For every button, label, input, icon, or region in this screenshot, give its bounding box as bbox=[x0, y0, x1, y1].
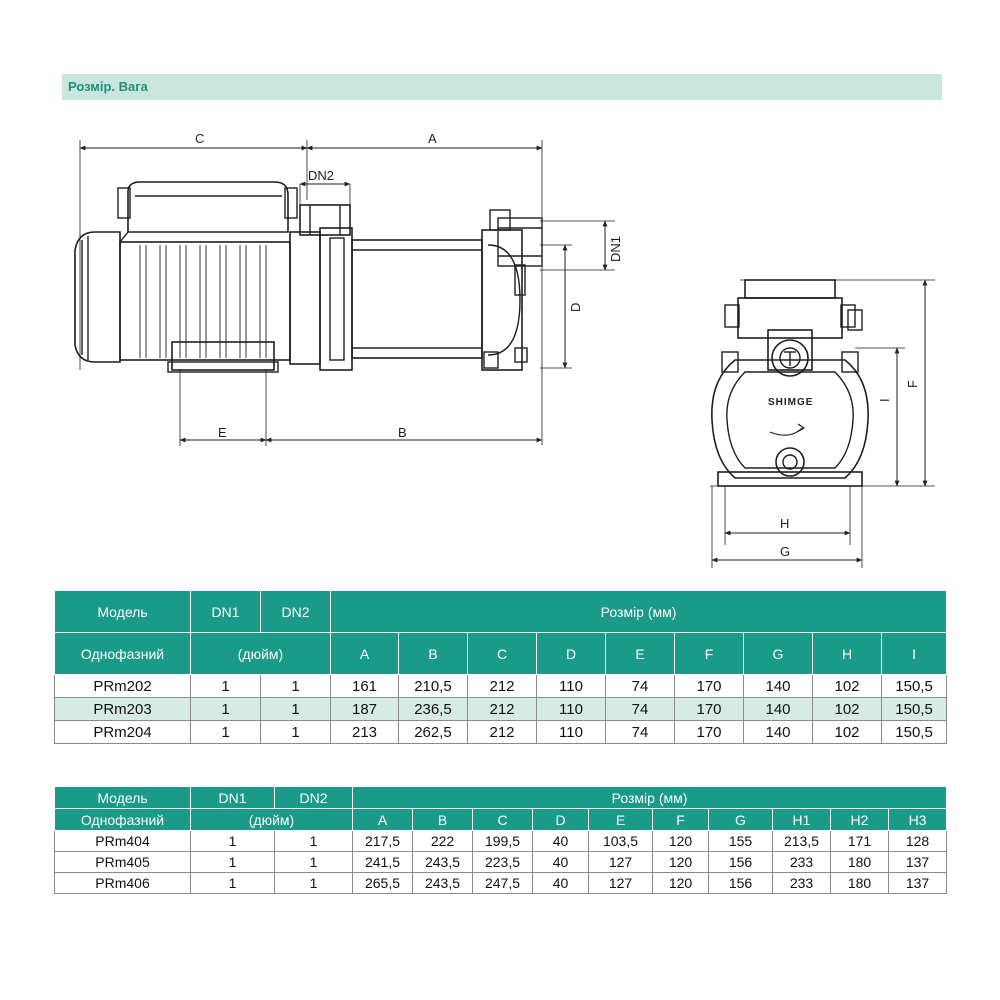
cell-dn1: 1 bbox=[191, 831, 275, 852]
cell-value: 213,5 bbox=[773, 831, 831, 852]
cell-value: 150,5 bbox=[882, 675, 947, 698]
cell-value: 74 bbox=[606, 698, 675, 721]
cell-value: 233 bbox=[773, 852, 831, 873]
header-dn1: DN1 bbox=[191, 591, 261, 633]
table-row bbox=[55, 852, 947, 873]
cell-dn2: 1 bbox=[275, 852, 353, 873]
cell-value: 217,5 bbox=[353, 831, 413, 852]
dim-label-dn2: DN2 bbox=[308, 168, 335, 183]
dim-label-c: C bbox=[195, 131, 205, 146]
column-header: H3 bbox=[889, 809, 947, 831]
cell-value: 110 bbox=[537, 698, 606, 721]
brand-logo: SHIMGE bbox=[768, 397, 814, 408]
cell-value: 110 bbox=[537, 721, 606, 744]
cell-value: 223,5 bbox=[473, 852, 533, 873]
header-unit: (дюйм) bbox=[191, 809, 353, 831]
column-header: H1 bbox=[773, 809, 831, 831]
cell-value: 180 bbox=[831, 852, 889, 873]
cell-value: 210,5 bbox=[399, 675, 468, 698]
cell-value: 199,5 bbox=[473, 831, 533, 852]
column-header: D bbox=[537, 633, 606, 675]
cell-value: 40 bbox=[533, 873, 589, 894]
header-size: Розмір (мм) bbox=[353, 787, 947, 809]
cell-value: 161 bbox=[331, 675, 399, 698]
cell-value: 140 bbox=[744, 721, 813, 744]
dim-label-e: E bbox=[218, 425, 227, 440]
side-view-dimension-labels bbox=[195, 131, 623, 440]
table-row bbox=[55, 873, 947, 894]
cell-value: 155 bbox=[709, 831, 773, 852]
cell-value: 262,5 bbox=[399, 721, 468, 744]
dim-label-i: I bbox=[877, 398, 892, 402]
column-header: B bbox=[413, 809, 473, 831]
column-header: I bbox=[882, 633, 947, 675]
cell-value: 241,5 bbox=[353, 852, 413, 873]
cell-model: PRm202 bbox=[55, 675, 191, 698]
cell-dn1: 1 bbox=[191, 675, 261, 698]
cell-dn2: 1 bbox=[261, 675, 331, 698]
column-header: H bbox=[813, 633, 882, 675]
cell-value: 128 bbox=[889, 831, 947, 852]
cell-value: 222 bbox=[413, 831, 473, 852]
cell-dn1: 1 bbox=[191, 721, 261, 744]
cell-value: 187 bbox=[331, 698, 399, 721]
header-dn2: DN2 bbox=[275, 787, 353, 809]
column-header: E bbox=[606, 633, 675, 675]
cell-dn1: 1 bbox=[191, 873, 275, 894]
cell-value: 110 bbox=[537, 675, 606, 698]
header-dn2: DN2 bbox=[261, 591, 331, 633]
cell-value: 120 bbox=[653, 852, 709, 873]
table-row bbox=[55, 831, 947, 852]
dim-label-f: F bbox=[905, 380, 920, 388]
dim-label-a: A bbox=[428, 131, 437, 146]
dim-label-dn1: DN1 bbox=[608, 235, 623, 262]
column-header: F bbox=[653, 809, 709, 831]
cell-value: 213 bbox=[331, 721, 399, 744]
cell-value: 40 bbox=[533, 852, 589, 873]
cell-value: 137 bbox=[889, 873, 947, 894]
column-header: G bbox=[709, 809, 773, 831]
section-title: Розмір. Вага bbox=[68, 79, 148, 94]
dim-label-g: G bbox=[780, 544, 791, 559]
table-row bbox=[55, 698, 947, 721]
cell-dn2: 1 bbox=[275, 873, 353, 894]
cell-value: 243,5 bbox=[413, 873, 473, 894]
cell-value: 127 bbox=[589, 873, 653, 894]
column-header: A bbox=[331, 633, 399, 675]
dim-label-h: H bbox=[780, 516, 790, 531]
header-dn1: DN1 bbox=[191, 787, 275, 809]
cell-model: PRm406 bbox=[55, 873, 191, 894]
cell-value: 74 bbox=[606, 721, 675, 744]
column-header: B bbox=[399, 633, 468, 675]
cell-value: 265,5 bbox=[353, 873, 413, 894]
cell-value: 102 bbox=[813, 698, 882, 721]
cell-value: 236,5 bbox=[399, 698, 468, 721]
cell-value: 170 bbox=[675, 698, 744, 721]
cell-dn1: 1 bbox=[191, 698, 261, 721]
cell-value: 156 bbox=[709, 873, 773, 894]
cell-dn2: 1 bbox=[261, 721, 331, 744]
column-header: G bbox=[744, 633, 813, 675]
cell-value: 137 bbox=[889, 852, 947, 873]
header-unit: (дюйм) bbox=[191, 633, 331, 675]
cell-value: 150,5 bbox=[882, 698, 947, 721]
pump-side-view bbox=[75, 140, 615, 446]
column-header: C bbox=[468, 633, 537, 675]
column-header: D bbox=[533, 809, 589, 831]
cell-value: 247,5 bbox=[473, 873, 533, 894]
cell-value: 103,5 bbox=[589, 831, 653, 852]
header-phase: Однофазний bbox=[55, 633, 191, 675]
cell-value: 170 bbox=[675, 721, 744, 744]
header-phase: Однофазний bbox=[55, 809, 191, 831]
dim-label-b: B bbox=[398, 425, 407, 440]
spec-table-1 bbox=[54, 590, 947, 744]
cell-value: 120 bbox=[653, 873, 709, 894]
column-header: C bbox=[473, 809, 533, 831]
cell-value: 212 bbox=[468, 721, 537, 744]
dim-label-d: D bbox=[568, 302, 583, 312]
cell-dn2: 1 bbox=[275, 831, 353, 852]
cell-value: 102 bbox=[813, 721, 882, 744]
cell-value: 233 bbox=[773, 873, 831, 894]
header-size: Розмір (мм) bbox=[331, 591, 947, 633]
cell-model: PRm404 bbox=[55, 831, 191, 852]
column-header: E bbox=[589, 809, 653, 831]
cell-value: 243,5 bbox=[413, 852, 473, 873]
cell-model: PRm203 bbox=[55, 698, 191, 721]
cell-value: 180 bbox=[831, 873, 889, 894]
header-model: Модель bbox=[55, 591, 191, 633]
cell-model: PRm204 bbox=[55, 721, 191, 744]
cell-value: 170 bbox=[675, 675, 744, 698]
cell-value: 171 bbox=[831, 831, 889, 852]
pump-front-view bbox=[710, 280, 935, 568]
cell-value: 156 bbox=[709, 852, 773, 873]
cell-value: 212 bbox=[468, 675, 537, 698]
cell-dn1: 1 bbox=[191, 852, 275, 873]
cell-value: 102 bbox=[813, 675, 882, 698]
cell-value: 150,5 bbox=[882, 721, 947, 744]
cell-model: PRm405 bbox=[55, 852, 191, 873]
cell-value: 140 bbox=[744, 675, 813, 698]
column-header: H2 bbox=[831, 809, 889, 831]
cell-value: 140 bbox=[744, 698, 813, 721]
header-model: Модель bbox=[55, 787, 191, 809]
cell-value: 127 bbox=[589, 852, 653, 873]
table-row bbox=[55, 721, 947, 744]
cell-value: 74 bbox=[606, 675, 675, 698]
column-header: A bbox=[353, 809, 413, 831]
cell-value: 120 bbox=[653, 831, 709, 852]
column-header: F bbox=[675, 633, 744, 675]
table-row bbox=[55, 675, 947, 698]
spec-table-2 bbox=[54, 786, 947, 894]
cell-value: 40 bbox=[533, 831, 589, 852]
cell-dn2: 1 bbox=[261, 698, 331, 721]
cell-value: 212 bbox=[468, 698, 537, 721]
